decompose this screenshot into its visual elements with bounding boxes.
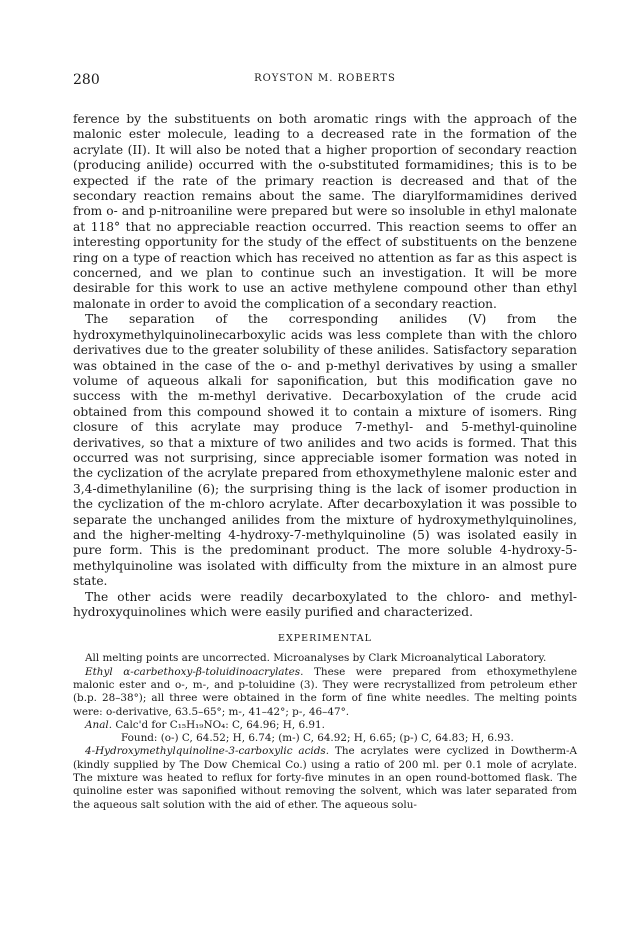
paragraph: The other acids were readily decarboxylated to the chloro- and methyl-hydroxyquinolines which were easily purified and characterized. — [73, 589, 577, 619]
paragraph: The separation of the corresponding anilides (V) from the hydroxymethylquinolinecarboxylic acids was less complete than with the chloro derivatives due to the greater solubility of these anilides. Satisfactory separation was obtained in the case of the o- and p-methyl derivatives by using a smaller volume of aqueous alkali for saponification, but this modification gave no success with the m-methyl derivative. Decarboxylation of the crude acid obtained from this compound showed it to contain a mixture of isomers. Ring closure of this acrylate may produce 7-methyl- and 5-methyl-quinoline derivatives, so that a mixture of two anilides and two acids is formed. That this occurred was not surprising, since appreciable isomer formation was noted in the cyclization of the acrylate prepared from ethoxymethylene malonic ester and 3,4-dimethylaniline (6); the surprising thing is the lack of isomer production in the cyclization of the m-chloro acrylate. After decarboxylation it was possible to separate the unchanged anilides from the mixture of hydroxymethylquinolines, and the higher-melting 4-hydroxy-7-methylquinoline (5) was isolated easily in pure form. This is the predominant product. The more soluble 4-hydroxy-5-methylquinoline was isolated with difficulty from the mixture in an almost pure state. — [73, 312, 577, 589]
section-heading: EXPERIMENTAL — [278, 633, 372, 645]
found-line: Found: (o-) C, 64.52; H, 6.74; (m-) C, 64.92; H, 6.65; (p-) C, 64.83; H, 6.93. — [121, 732, 514, 745]
running-head: ROYSTON M. ROBERTS — [254, 73, 396, 84]
page-number: 280 — [73, 72, 100, 88]
paragraph — [73, 745, 577, 811]
paragraph: All melting points are uncorrected. Microanalyses by Clark Microanalytical Laboratory. — [85, 652, 547, 665]
body-text — [73, 112, 577, 620]
analysis-line — [73, 719, 577, 732]
paragraph — [73, 666, 577, 719]
analysis-text: Calc'd for C₁₅H₁₉NO₄: C, 64.96; H, 6.91. — [112, 718, 325, 731]
experimental-section — [73, 652, 577, 812]
paragraph-text: These were prepared from ethoxymethylene malonic ester and o-, m-, and p-toluidine (3). They were recrystallized from petroleum ether (b.p. 28–38°); all three were obtained in the form of fine white needles. The melting points were: o-derivative, 63.5–65°; m-, 41–42°; p-, 46–47°. — [73, 665, 577, 718]
paragraph: ference by the substituents on both aromatic rings with the approach of the malonic ester molecule, leading to a decreased rate in the formation of the acrylate (II). It will also be noted that a higher proportion of secondary reaction (producing anilide) occurred with the o-substituted formamidines; this is to be expected if the rate of the primary reaction is decreased and that of the secondary reaction remains about the same. The diarylformamidines derived from o- and p-nitroaniline were prepared but were so insoluble in ethyl malonate at 118° that no appreciable reaction occurred. This reaction seems to offer an interesting opportunity for the study of the effect of substituents on the benzene ring on a type of reaction which has received no attention as far as this aspect is concerned, and we plan to continue such an investigation. It will be more desirable for this work to use an active methylene compound other than ethyl malonate in order to avoid the complication of a secondary reaction. — [73, 112, 577, 311]
analysis-label: Anal. — [85, 718, 113, 731]
run-in-title: 4-Hydroxymethylquinoline-3-carboxylic acids. — [85, 745, 330, 758]
run-in-title: Ethyl α-carbethoxy-β-toluidinoacrylates. — [85, 665, 304, 678]
page-header — [73, 72, 577, 94]
paragraph-text: The acrylates were cyclized in Dowtherm-A (kindly supplied by The Dow Chemical Co.) using a ratio of 200 ml. per 0.1 mole of acrylate. The mixture was heated to reflux for forty-five minutes in an open round-bottomed flask. The quinoline ester was saponified without removing the solvent, which was later separated from the aqueous salt solution with the aid of ether. The aqueous solu- — [73, 745, 578, 811]
